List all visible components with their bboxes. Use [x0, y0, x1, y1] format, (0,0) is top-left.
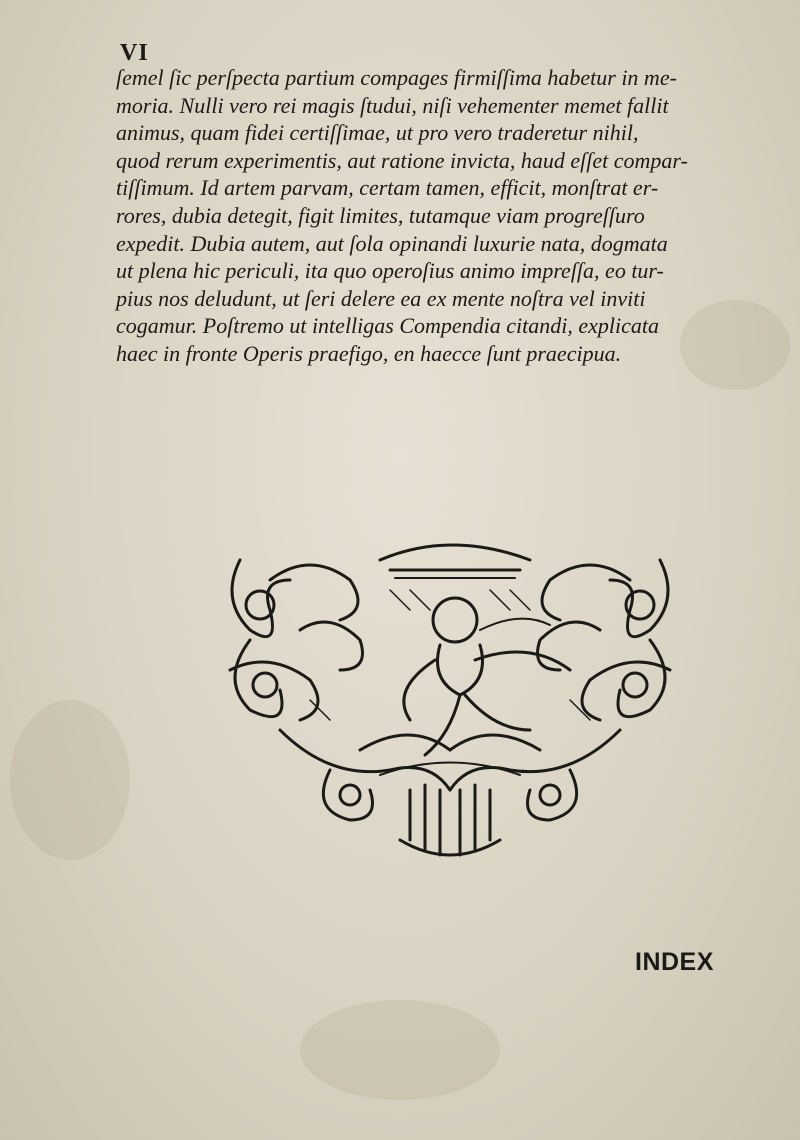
- text-line: expedit. Dubia autem, aut ſola opinandi luxurie nata, dogmata: [116, 230, 668, 256]
- text-line: pius nos deludunt, ut ſeri delere ea ex mente noſtra vel inviti: [116, 285, 646, 311]
- text-line: quod rerum experimentis, aut ratione invicta, haud eſſet compar-: [116, 147, 688, 173]
- text-line: haec in fronte Operis praefigo, en haecce ſunt praecipua.: [116, 340, 622, 366]
- putto-scrollwork-ornament-icon: [210, 520, 690, 870]
- paper-stain: [10, 700, 130, 860]
- text-line: cogamur. Poſtremo ut intelligas Compendia citandi, explicata: [116, 313, 660, 339]
- body-paragraph: [116, 64, 776, 368]
- catchword: INDEX: [635, 948, 714, 976]
- page-number: VI: [120, 40, 149, 66]
- text-line: moria. Nulli vero rei magis ſtudui, niſi vehementer memet fallit: [116, 92, 669, 118]
- text-line: tiſſimum. Id artem parvam, certam tamen, efficit, monſtrat er-: [116, 175, 659, 201]
- text-line: rores, dubia detegit, figit limites, tutamque viam progreſſuro: [116, 202, 645, 228]
- text-line: ſemel ſic perſpecta partium compages firmiſſima habetur in me-: [116, 65, 677, 90]
- paper-stain: [300, 1000, 500, 1100]
- text-line: animus, quam fidei certiſſimae, ut pro vero traderetur nihil,: [116, 120, 639, 146]
- text-line: ut plena hic periculi, ita quo operoſius animo impreſſa, eo tur-: [116, 258, 664, 284]
